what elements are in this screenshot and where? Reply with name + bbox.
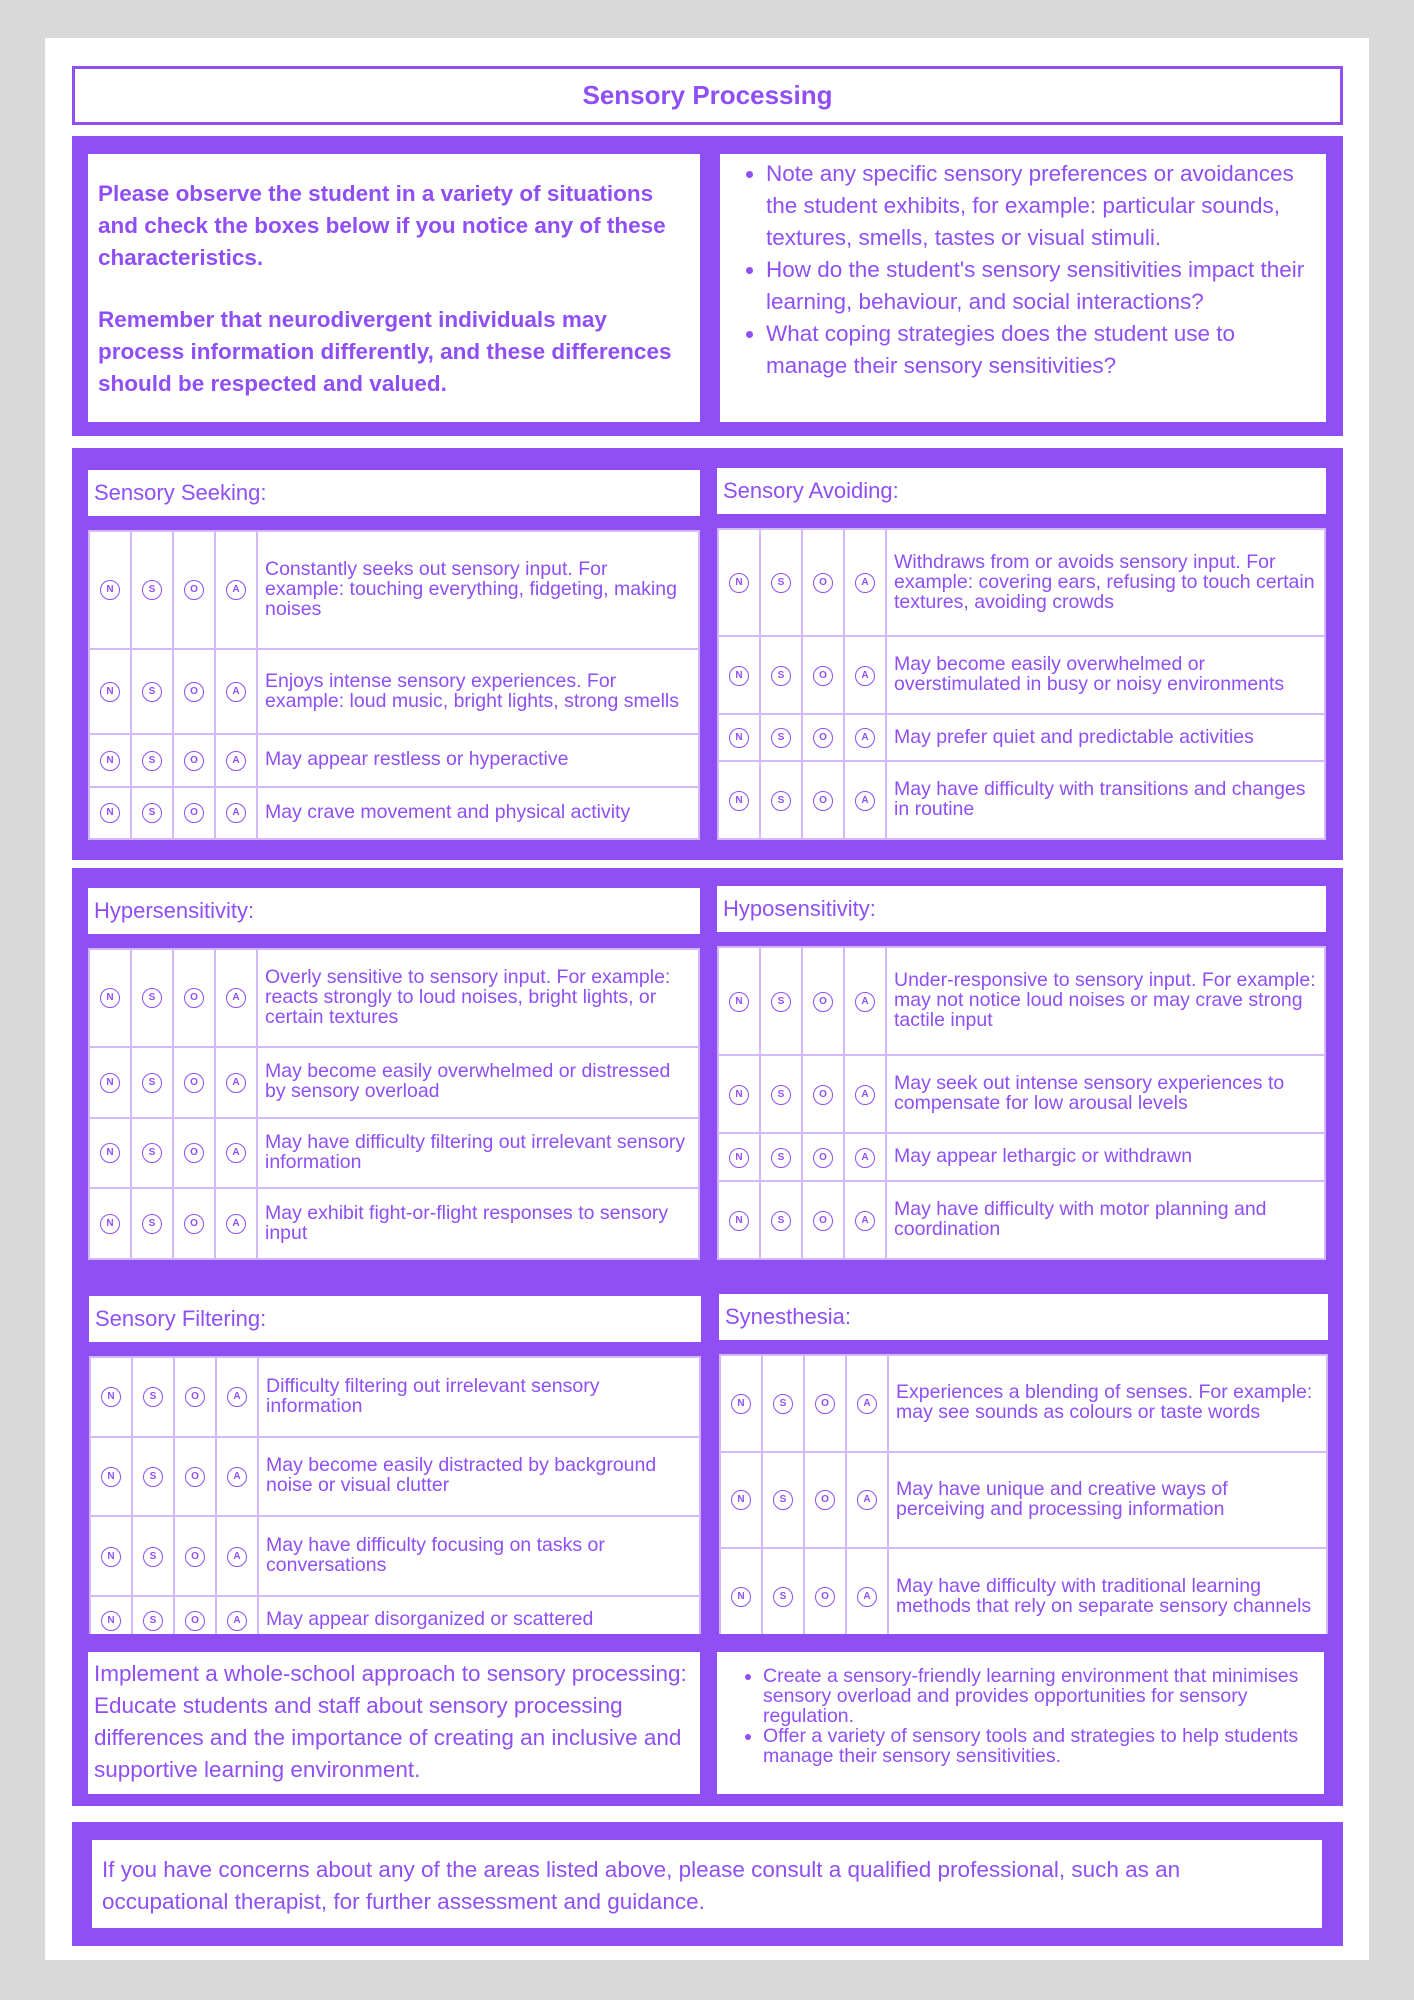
rating-cell — [174, 1357, 216, 1437]
rating-cell — [215, 1047, 257, 1118]
table-row — [718, 1055, 1325, 1133]
rating-option-s[interactable]: S — [143, 1611, 163, 1631]
rating-cell — [131, 949, 173, 1047]
rating-option-o[interactable]: O — [184, 1143, 204, 1163]
table-row — [720, 1355, 1327, 1452]
rating-cell — [802, 1181, 844, 1259]
rating-option-n[interactable]: N — [731, 1490, 751, 1510]
rating-option-a[interactable]: A — [226, 988, 246, 1008]
rating-cell — [131, 787, 173, 839]
table-row — [718, 761, 1325, 839]
rating-option-o[interactable]: O — [815, 1394, 835, 1414]
rating-cell — [804, 1452, 846, 1549]
rating-option-s[interactable]: S — [771, 1085, 791, 1105]
rating-cell — [132, 1437, 174, 1517]
rating-option-a[interactable]: A — [226, 1214, 246, 1234]
item-description: May appear restless or hyperactive — [257, 734, 699, 786]
item-description: Constantly seeks out sensory input. For example: touching everything, fidgeting, making noises — [257, 531, 699, 649]
rating-option-o[interactable]: O — [813, 992, 833, 1012]
rating-cell — [215, 1188, 257, 1259]
rating-option-n[interactable]: N — [731, 1394, 751, 1414]
rating-option-a[interactable]: A — [855, 1211, 875, 1231]
rating-option-o[interactable]: O — [184, 682, 204, 702]
rating-cell — [720, 1355, 762, 1452]
rating-cell — [760, 714, 802, 762]
rating-option-s[interactable]: S — [771, 791, 791, 811]
table-row — [89, 787, 699, 839]
rating-option-a[interactable]: A — [226, 803, 246, 823]
table-row — [718, 1181, 1325, 1259]
intro-bullet: • Note any specific sensory preferences or avoidances the student exhibits, for example: particular sounds, textures, smells, tastes or visual stimuli. — [766, 158, 1318, 254]
rating-cell — [89, 787, 131, 839]
rating-option-n[interactable]: N — [729, 1085, 749, 1105]
rating-cell — [844, 761, 886, 839]
rating-option-o[interactable]: O — [813, 573, 833, 593]
rating-cell — [844, 714, 886, 762]
rating-cell — [844, 1133, 886, 1181]
table-hypersensitivity — [88, 948, 700, 1260]
rating-cell — [802, 714, 844, 762]
table-row — [718, 947, 1325, 1055]
rating-option-a[interactable]: A — [855, 791, 875, 811]
table-row — [89, 1118, 699, 1189]
rating-option-s[interactable]: S — [771, 1148, 791, 1168]
rating-cell — [131, 531, 173, 649]
table-row — [89, 734, 699, 786]
table-synesthesia — [719, 1354, 1328, 1646]
rating-cell — [89, 649, 131, 734]
rating-cell — [216, 1357, 258, 1437]
rating-option-n[interactable]: N — [100, 988, 120, 1008]
rating-option-n[interactable]: N — [731, 1587, 751, 1607]
rating-cell — [760, 529, 802, 636]
rating-cell — [131, 1188, 173, 1259]
rating-cell — [89, 949, 131, 1047]
rating-option-a[interactable]: A — [226, 751, 246, 771]
item-description: May prefer quiet and predictable activities — [886, 714, 1325, 762]
item-description: May appear lethargic or withdrawn — [886, 1133, 1325, 1181]
rating-cell — [760, 1181, 802, 1259]
table-hyposensitivity — [717, 946, 1326, 1260]
rating-option-s[interactable]: S — [773, 1490, 793, 1510]
item-description: May have unique and creative ways of perceiving and processing information — [888, 1452, 1327, 1549]
item-description: May have difficulty with traditional learning methods that rely on separate sensory channels — [888, 1548, 1327, 1645]
rating-cell — [720, 1452, 762, 1549]
rating-option-a[interactable]: A — [226, 1073, 246, 1093]
rating-cell — [802, 1133, 844, 1181]
rating-cell — [844, 1181, 886, 1259]
rating-cell — [173, 1188, 215, 1259]
rating-option-o[interactable]: O — [184, 580, 204, 600]
table-row — [718, 714, 1325, 762]
rating-cell — [718, 1181, 760, 1259]
footer-note: If you have concerns about any of the areas listed above, please consult a qualified professional, such as an occupational therapist, for further assessment and guidance. — [92, 1840, 1322, 1928]
item-description: Experiences a blending of senses. For example: may see sounds as colours or taste words — [888, 1355, 1327, 1452]
item-description: May have difficulty with motor planning and coordination — [886, 1181, 1325, 1259]
rating-option-s[interactable]: S — [142, 1073, 162, 1093]
intro-paragraph: Please observe the student in a variety of situations and check the boxes below if you notice any of these characteristics. — [98, 181, 666, 270]
rating-option-o[interactable]: O — [813, 728, 833, 748]
rating-cell — [844, 947, 886, 1055]
rating-option-o[interactable]: O — [185, 1611, 205, 1631]
rating-cell — [718, 636, 760, 714]
intro-questions — [720, 154, 1326, 422]
rating-option-s[interactable]: S — [143, 1547, 163, 1567]
intro-instructions — [88, 154, 700, 422]
table-row — [90, 1357, 700, 1437]
section-heading-hyposensitivity: Hyposensitivity: — [717, 886, 1326, 932]
rating-option-s[interactable]: S — [142, 580, 162, 600]
rating-option-s[interactable]: S — [142, 682, 162, 702]
rating-option-a[interactable]: A — [857, 1490, 877, 1510]
rating-option-n[interactable]: N — [100, 751, 120, 771]
table-sensory-avoiding — [717, 528, 1326, 840]
rating-cell — [760, 761, 802, 839]
rating-option-o[interactable]: O — [185, 1387, 205, 1407]
rating-option-o[interactable]: O — [184, 1214, 204, 1234]
rating-option-o[interactable]: O — [815, 1490, 835, 1510]
rating-cell — [762, 1452, 804, 1549]
rating-option-a[interactable]: A — [226, 682, 246, 702]
rating-option-s[interactable]: S — [771, 1211, 791, 1231]
rating-option-o[interactable]: O — [813, 1211, 833, 1231]
item-description: May crave movement and physical activity — [257, 787, 699, 839]
rating-option-o[interactable]: O — [184, 803, 204, 823]
item-description: Enjoys intense sensory experiences. For example: loud music, bright lights, strong smells — [257, 649, 699, 734]
rating-cell — [720, 1548, 762, 1645]
item-description: Under-responsive to sensory input. For example: may not notice loud noises or may crave strong tactile input — [886, 947, 1325, 1055]
table-row — [89, 1047, 699, 1118]
rating-cell — [718, 1055, 760, 1133]
rating-option-s[interactable]: S — [142, 1143, 162, 1163]
rating-option-s[interactable]: S — [773, 1587, 793, 1607]
table-row — [89, 949, 699, 1047]
rating-cell — [718, 529, 760, 636]
rating-option-a[interactable]: A — [855, 1148, 875, 1168]
item-description: Difficulty filtering out irrelevant sensory information — [258, 1357, 700, 1437]
intro-bullet: • What coping strategies does the student use to manage their sensory sensitivities? — [766, 318, 1318, 382]
rating-option-o[interactable]: O — [813, 791, 833, 811]
item-description: May have difficulty with transitions and changes in routine — [886, 761, 1325, 839]
rating-option-s[interactable]: S — [143, 1467, 163, 1487]
item-description: May seek out intense sensory experiences to compensate for low arousal levels — [886, 1055, 1325, 1133]
rating-cell — [173, 734, 215, 786]
rating-cell — [802, 636, 844, 714]
rating-cell — [132, 1357, 174, 1437]
table-row — [90, 1437, 700, 1517]
rating-option-n[interactable]: N — [100, 580, 120, 600]
section-heading-hypersensitivity: Hypersensitivity: — [88, 888, 700, 934]
rating-option-s[interactable]: S — [142, 751, 162, 771]
rating-option-n[interactable]: N — [101, 1611, 121, 1631]
rating-cell — [174, 1516, 216, 1596]
rating-cell — [173, 787, 215, 839]
rating-option-s[interactable]: S — [773, 1394, 793, 1414]
table-row — [718, 529, 1325, 636]
rating-cell — [802, 947, 844, 1055]
rating-cell — [718, 761, 760, 839]
rating-option-a[interactable]: A — [857, 1394, 877, 1414]
table-row — [720, 1452, 1327, 1549]
rating-cell — [760, 1133, 802, 1181]
rating-cell — [173, 1118, 215, 1189]
rating-option-o[interactable]: O — [813, 1148, 833, 1168]
rating-option-s[interactable]: S — [771, 992, 791, 1012]
approach-bullet: • Offer a variety of sensory tools and strategies to help students manage their sensory sensitivities. — [763, 1726, 1316, 1766]
rating-option-o[interactable]: O — [185, 1467, 205, 1487]
rating-option-a[interactable]: A — [227, 1611, 247, 1631]
rating-option-n[interactable]: N — [101, 1387, 121, 1407]
item-description: May exhibit fight-or-flight responses to sensory input — [257, 1188, 699, 1259]
item-description: Overly sensitive to sensory input. For example: reacts strongly to loud noises, bright lights, or certain textures — [257, 949, 699, 1047]
rating-option-a[interactable]: A — [855, 573, 875, 593]
rating-option-n[interactable]: N — [729, 1211, 749, 1231]
rating-option-n[interactable]: N — [100, 1073, 120, 1093]
rating-cell — [131, 649, 173, 734]
rating-cell — [762, 1355, 804, 1452]
rating-cell — [215, 649, 257, 734]
rating-cell — [760, 947, 802, 1055]
table-row — [90, 1516, 700, 1596]
item-description: May have difficulty filtering out irrelevant sensory information — [257, 1118, 699, 1189]
item-description: May appear disorganized or scattered — [258, 1596, 700, 1645]
rating-cell — [844, 636, 886, 714]
rating-cell — [173, 531, 215, 649]
rating-cell — [131, 734, 173, 786]
rating-cell — [89, 1047, 131, 1118]
rating-cell — [132, 1516, 174, 1596]
table-row — [720, 1548, 1327, 1645]
rating-option-o[interactable]: O — [185, 1547, 205, 1567]
rating-option-o[interactable]: O — [815, 1587, 835, 1607]
rating-option-a[interactable]: A — [857, 1587, 877, 1607]
rating-option-n[interactable]: N — [729, 1148, 749, 1168]
rating-cell — [173, 649, 215, 734]
rating-cell — [89, 1118, 131, 1189]
table-sensory-filtering — [89, 1356, 701, 1646]
rating-cell — [215, 734, 257, 786]
rating-cell — [804, 1355, 846, 1452]
rating-option-o[interactable]: O — [184, 988, 204, 1008]
table-row — [89, 649, 699, 734]
rating-option-o[interactable]: O — [184, 1073, 204, 1093]
rating-cell — [215, 787, 257, 839]
rating-cell — [216, 1437, 258, 1517]
rating-option-n[interactable]: N — [729, 728, 749, 748]
rating-option-n[interactable]: N — [729, 666, 749, 686]
rating-option-o[interactable]: O — [813, 666, 833, 686]
rating-cell — [216, 1516, 258, 1596]
approach-actions — [717, 1652, 1324, 1794]
rating-option-a[interactable]: A — [226, 1143, 246, 1163]
rating-cell — [90, 1516, 132, 1596]
rating-option-a[interactable]: A — [227, 1467, 247, 1487]
rating-cell — [215, 1118, 257, 1189]
rating-cell — [760, 1055, 802, 1133]
item-description: May become easily overwhelmed or distressed by sensory overload — [257, 1047, 699, 1118]
table-sensory-seeking — [88, 530, 700, 840]
item-description: May become easily distracted by background noise or visual clutter — [258, 1437, 700, 1517]
rating-cell — [802, 1055, 844, 1133]
rating-cell — [802, 529, 844, 636]
table-row — [89, 531, 699, 649]
table-row — [89, 1188, 699, 1259]
worksheet-page — [45, 38, 1369, 1960]
table-row — [718, 636, 1325, 714]
rating-option-s[interactable]: S — [143, 1387, 163, 1407]
rating-cell — [804, 1548, 846, 1645]
rating-option-n[interactable]: N — [100, 803, 120, 823]
rating-cell — [718, 714, 760, 762]
rating-option-a[interactable]: A — [855, 666, 875, 686]
rating-cell — [89, 734, 131, 786]
rating-option-n[interactable]: N — [101, 1547, 121, 1567]
rating-cell — [215, 949, 257, 1047]
rating-option-n[interactable]: N — [101, 1467, 121, 1487]
rating-cell — [89, 1188, 131, 1259]
rating-cell — [174, 1437, 216, 1517]
item-description: Withdraws from or avoids sensory input. For example: covering ears, refusing to touch certain textures, avoiding crowds — [886, 529, 1325, 636]
intro-bullet: • How do the student's sensory sensitivities impact their learning, behaviour, and social interactions? — [766, 254, 1318, 318]
table-row — [718, 1133, 1325, 1181]
rating-cell — [846, 1548, 888, 1645]
rating-cell — [173, 1047, 215, 1118]
rating-option-s[interactable]: S — [142, 803, 162, 823]
rating-cell — [844, 1055, 886, 1133]
approach-text: Implement a whole-school approach to sensory processing: Educate students and staff about sensory processing differences and the importance of creating an inclusive and supportive learning environment. — [88, 1652, 700, 1794]
approach-bullet: • Create a sensory-friendly learning environment that minimises sensory overload and provides opportunities for sensory regulation. — [763, 1666, 1316, 1726]
rating-cell — [760, 636, 802, 714]
rating-option-s[interactable]: S — [771, 573, 791, 593]
rating-cell — [802, 761, 844, 839]
rating-cell — [718, 947, 760, 1055]
rating-option-a[interactable]: A — [855, 1085, 875, 1105]
rating-cell — [131, 1118, 173, 1189]
rating-cell — [90, 1357, 132, 1437]
rating-option-a[interactable]: A — [226, 580, 246, 600]
item-description: May have difficulty focusing on tasks or conversations — [258, 1516, 700, 1596]
rating-option-s[interactable]: S — [771, 728, 791, 748]
rating-cell — [844, 529, 886, 636]
rating-cell — [90, 1437, 132, 1517]
rating-option-s[interactable]: S — [142, 1214, 162, 1234]
rating-option-a[interactable]: A — [855, 728, 875, 748]
rating-cell — [215, 531, 257, 649]
rating-option-n[interactable]: N — [729, 791, 749, 811]
section-heading-sensory-seeking: Sensory Seeking: — [88, 470, 700, 516]
rating-cell — [718, 1133, 760, 1181]
rating-option-n[interactable]: N — [100, 1214, 120, 1234]
rating-option-s[interactable]: S — [771, 666, 791, 686]
rating-option-a[interactable]: A — [855, 992, 875, 1012]
rating-cell — [89, 531, 131, 649]
rating-cell — [846, 1355, 888, 1452]
rating-option-s[interactable]: S — [142, 988, 162, 1008]
page-title: Sensory Processing — [72, 66, 1343, 125]
rating-option-n[interactable]: N — [729, 992, 749, 1012]
rating-option-o[interactable]: O — [184, 751, 204, 771]
rating-cell — [131, 1047, 173, 1118]
section-heading-synesthesia: Synesthesia: — [719, 1294, 1328, 1340]
section-heading-sensory-filtering: Sensory Filtering: — [89, 1296, 701, 1342]
rating-option-a[interactable]: A — [227, 1547, 247, 1567]
rating-option-o[interactable]: O — [813, 1085, 833, 1105]
rating-option-a[interactable]: A — [227, 1387, 247, 1407]
rating-option-n[interactable]: N — [100, 682, 120, 702]
rating-cell — [846, 1452, 888, 1549]
intro-paragraph: Remember that neurodivergent individuals may process information differently, and these differences should be respected and valued. — [98, 307, 672, 396]
rating-cell — [173, 949, 215, 1047]
section-heading-sensory-avoiding: Sensory Avoiding: — [717, 468, 1326, 514]
item-description: May become easily overwhelmed or overstimulated in busy or noisy environments — [886, 636, 1325, 714]
rating-option-n[interactable]: N — [729, 573, 749, 593]
rating-option-n[interactable]: N — [100, 1143, 120, 1163]
rating-cell — [762, 1548, 804, 1645]
